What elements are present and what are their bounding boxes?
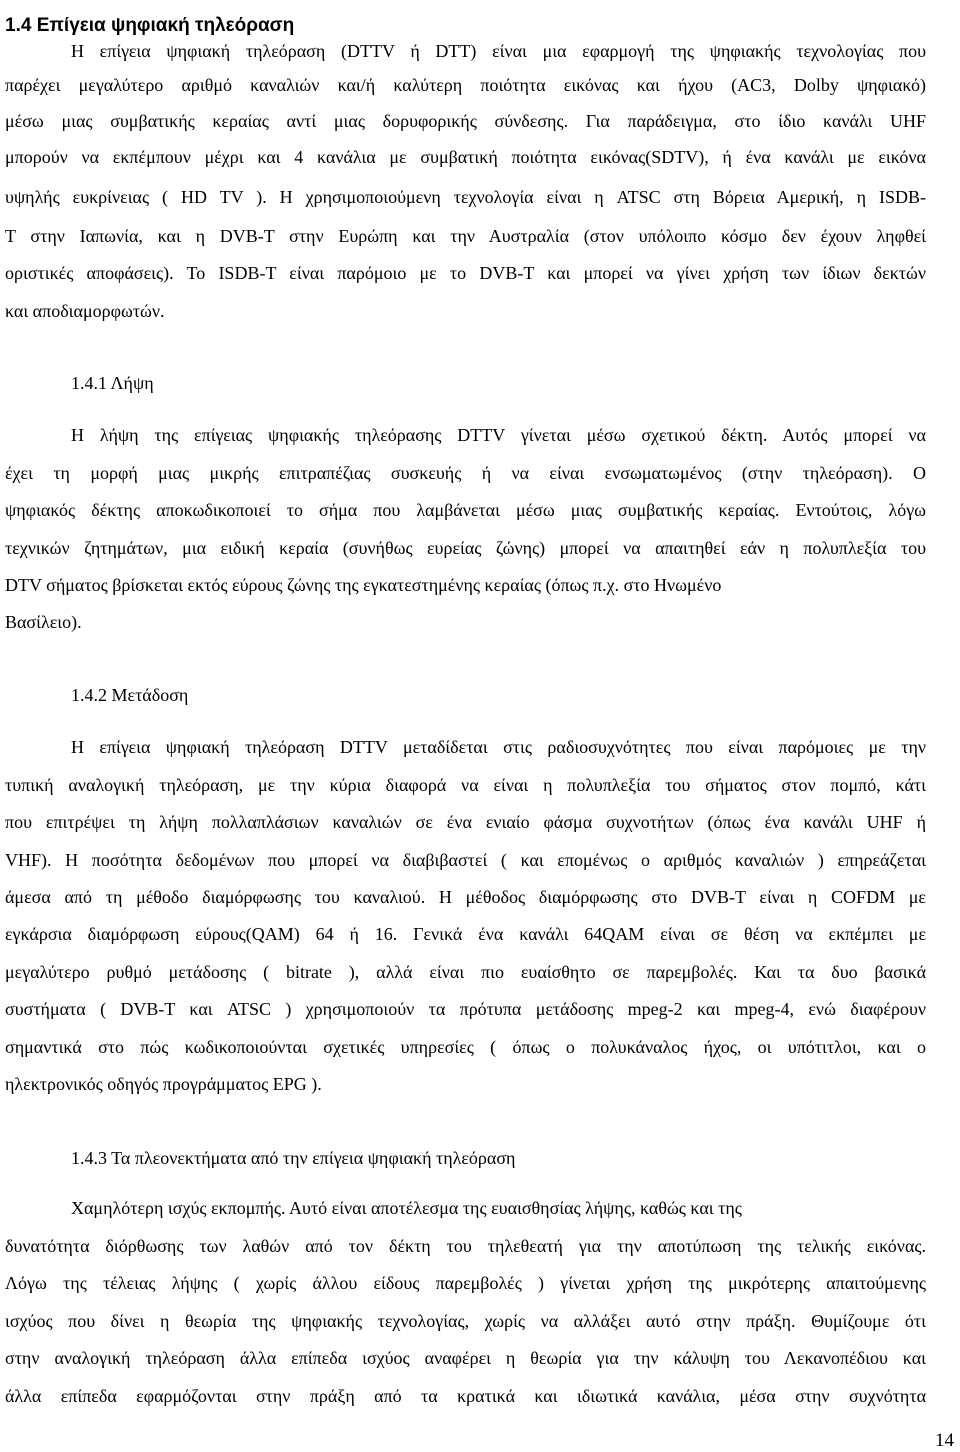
paragraph-line: Η επίγεια ψηφιακή τηλεόραση (DTTV ή DTT) είναι μια εφαρμογή της ψηφιακής τεχνολογίας που [71,41,926,61]
subsection-heading: 1.4.2 Μετάδοση [71,685,189,705]
paragraph-line: που επιτρέψει τη λήψη πολλαπλάσιων καναλιών σε ένα ενιαίο φάσμα συχνοτήτων (όπως ένα κανάλι UHF ή [5,812,926,832]
paragraph-line: Η λήψη της επίγειας ψηφιακής τηλεόρασης DTTV γίνεται μέσω σχετικού δέκτη. Αυτός μπορεί να [71,425,926,445]
paragraph-line: εγκάρσια διαμόρφωση εύρους(QAM) 64 ή 16. Γενικά ένα κανάλι 64QAM είναι σε θέση να εκπέμπει με [5,924,926,944]
subsection-heading: 1.4.3 Τα πλεονεκτήματα από την επίγεια ψηφιακή τηλεόραση [71,1148,516,1168]
paragraph-line: οριστικές αποφάσεις). Το ISDB-T είναι παρόμοιο με το DVB-T και μπορεί να γίνει χρήση των ίδιων δεκτών [5,263,926,283]
paragraph-line: Η επίγεια ψηφιακή τηλεόραση DTTV μεταδίδεται στις ραδιοσυχνότητες που είναι παρόμοιες με την [71,737,926,757]
paragraph-line: ψηφιακός δέκτης αποκωδικοποιεί το σήμα που λαμβάνεται μέσω μιας συμβατικής κεραίας. Εντούτοις, λόγω [5,500,926,520]
paragraph-line: DTV σήματος βρίσκεται εκτός εύρους ζώνης της εγκατεστημένης κεραίας (όπως π.χ. στο Ηνωμένο [5,575,722,595]
paragraph-line: και αποδιαμορφωτών. [5,301,165,321]
page-number: 14 [935,1430,954,1451]
paragraph-line: άλλα επίπεδα εφαρμόζονται στην πράξη από τα κρατικά και ιδιωτικά κανάλια, μέσα στην συχνότητα [5,1386,926,1406]
paragraph-line: συστήματα ( DVB-T και ATSC ) χρησιμοποιούν τα πρότυπα μετάδοσης mpeg-2 και mpeg-4, ενώ διαφέρουν [5,999,926,1019]
paragraph-line: Χαμηλότερη ισχύς εκπομπής. Αυτό είναι αποτέλεσμα της ευαισθησίας λήψης, καθώς και της [71,1198,742,1218]
paragraph-line: ισχύος που δίνει η θεωρία της ψηφιακής τεχνολογίας, χωρίς να αλλάξει αυτό στην πράξη. Θυμίζουμε ότι [5,1311,926,1331]
paragraph-line: τυπική αναλογική τηλεόραση, με την κύρια διαφορά να είναι η πολυπλεξία του σήματος στον πομπό, κάτι [5,775,926,795]
paragraph-line: μέσω μιας συμβατικής κεραίας αντί μιας δορυφορικής σύνδεσης. Για παράδειγμα, στο ίδιο κανάλι UHF [5,111,926,131]
paragraph-line: Λόγω της τέλειας λήψης ( χωρίς άλλου είδους παρεμβολές ) γίνεται χρήση της μικρότερης απαιτούμενης [5,1273,926,1293]
paragraph-line: VHF). Η ποσότητα δεδομένων που μπορεί να διαβιβαστεί ( και επομένως ο αριθμός καναλιών ) επηρεάζεται [5,850,926,870]
subsection-heading: 1.4.1 Λήψη [71,373,154,393]
paragraph-line: άμεσα από τη μέθοδο διαμόρφωσης του καναλιού. Η μέθοδος διαμόρφωσης στο DVB-T είναι η COFDM με [5,887,926,907]
section-heading: 1.4 Επίγεια ψηφιακή τηλεόραση [5,14,295,36]
paragraph-line: ηλεκτρονικός οδηγός προγράμματος EPG ). [5,1074,322,1094]
paragraph-line: δυνατότητα διόρθωσης των λαθών από τον δέκτη του τηλεθεατή για την αποτύπωση της τελικής εικόνας. [5,1236,926,1256]
paragraph-line: παρέχει μεγαλύτερο αριθμό καναλιών και/ή καλύτερη ποιότητα εικόνας και ήχου (AC3, Dolby ψηφιακό) [5,75,926,95]
paragraph-line: υψηλής ευκρίνειας ( HD TV ). Η χρησιμοποιούμενη τεχνολογία είναι η ATSC στη Βόρεια Αμερική, η ISDB- [5,187,926,207]
paragraph-line: T στην Ιαπωνία, και η DVB-T στην Ευρώπη και την Αυστραλία (στον υπόλοιπο κόσμο δεν έχουν ληφθεί [5,226,926,246]
paragraph-line: έχει τη μορφή μιας μικρής επιτραπέζιας συσκευής ή να είναι ενσωματωμένος (στην τηλεόραση). Ο [5,463,926,483]
paragraph-line: μεγαλύτερο ρυθμό μετάδοσης ( bitrate ), αλλά είναι πιο ευαίσθητο σε παρεμβολές. Και τα δυο βασικά [5,962,926,982]
paragraph-line: στην αναλογική τηλεόραση άλλα επίπεδα ισχύος αναφέρει η θεωρία για την κάλυψη του Λεκανοπέδιου και [5,1348,926,1368]
paragraph-line: σημαντικά στο πώς κωδικοποιούνται σχετικές υπηρεσίες ( όπως ο πολυκάναλος ήχος, οι υπότιτλοι, και ο [5,1037,926,1057]
paragraph-line: μπορούν να εκπέμπουν μέχρι και 4 κανάλια με συμβατική ποιότητα εικόνας(SDTV), ή ένα κανάλι με εικόνα [5,147,926,167]
paragraph-line: Βασίλειο). [5,612,82,632]
paragraph-line: τεχνικών ζητημάτων, μια ειδική κεραία (συνήθως ευρείας ζώνης) μπορεί να απαιτηθεί εάν η πολυπλεξία του [5,538,926,558]
